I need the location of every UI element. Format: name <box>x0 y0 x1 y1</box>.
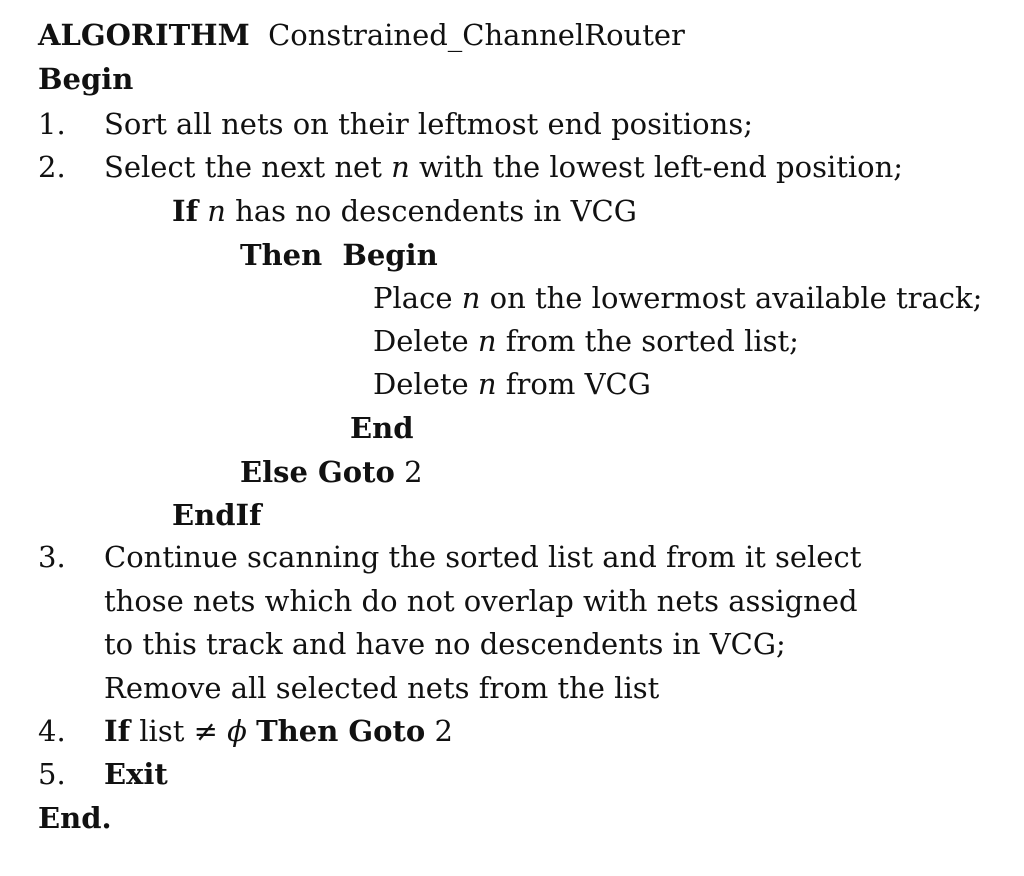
empty-set-symbol: ϕ <box>227 714 247 748</box>
then-begin <box>240 238 438 272</box>
exit-keyword: Exit <box>104 757 168 791</box>
step-3-continuation: to this track and have no descendents in VCG; <box>104 627 786 661</box>
var-n: n <box>477 324 497 358</box>
algorithm-header <box>38 18 685 52</box>
action-line: Place n on the lowermost available track; <box>373 281 983 315</box>
begin-keyword: Begin <box>38 62 134 96</box>
else-line <box>240 455 423 489</box>
step-number: 4. <box>38 714 66 748</box>
var-n: n <box>477 367 497 401</box>
algorithm-keyword: ALGORITHM <box>38 18 250 52</box>
endif-keyword: EndIf <box>172 498 262 532</box>
else-keyword: Else Goto <box>240 455 395 489</box>
end-keyword: End. <box>38 801 112 835</box>
action-line: Delete n from VCG <box>373 367 651 401</box>
step-number: 3. <box>38 540 66 574</box>
var-n: n <box>207 194 226 228</box>
step-text: Sort all nets on their leftmost end positions; <box>104 107 753 141</box>
var-n: n <box>391 150 410 184</box>
step-3-continuation: Remove all selected nets from the list <box>104 671 660 705</box>
if-keyword: If <box>104 714 131 748</box>
step-text: Select the next net n with the lowest left-end position; <box>104 150 904 184</box>
if-condition: If n has no descendents in VCG <box>172 194 637 228</box>
end-keyword-inner: End <box>350 411 414 445</box>
step-3-continuation: those nets which do not overlap with nets assigned <box>104 584 858 618</box>
step-number: 2. <box>38 150 66 184</box>
var-n: n <box>461 281 481 315</box>
then-keyword: Then <box>240 238 323 272</box>
step-number: 5. <box>38 757 66 791</box>
begin-keyword-inner: Begin <box>342 238 438 272</box>
action-line: Delete n from the sorted list; <box>373 324 799 358</box>
if-keyword: If <box>172 194 199 228</box>
step-number: 1. <box>38 107 66 141</box>
then-goto-keyword: Then Goto <box>256 714 426 748</box>
goto-target: 2 <box>434 714 453 748</box>
algorithm-name: Constrained_ChannelRouter <box>268 18 685 52</box>
step-text: If list ≠ ϕ Then Goto 2 <box>104 714 453 748</box>
else-target: 2 <box>404 455 423 489</box>
step-text: Continue scanning the sorted list and from it select <box>104 540 862 574</box>
